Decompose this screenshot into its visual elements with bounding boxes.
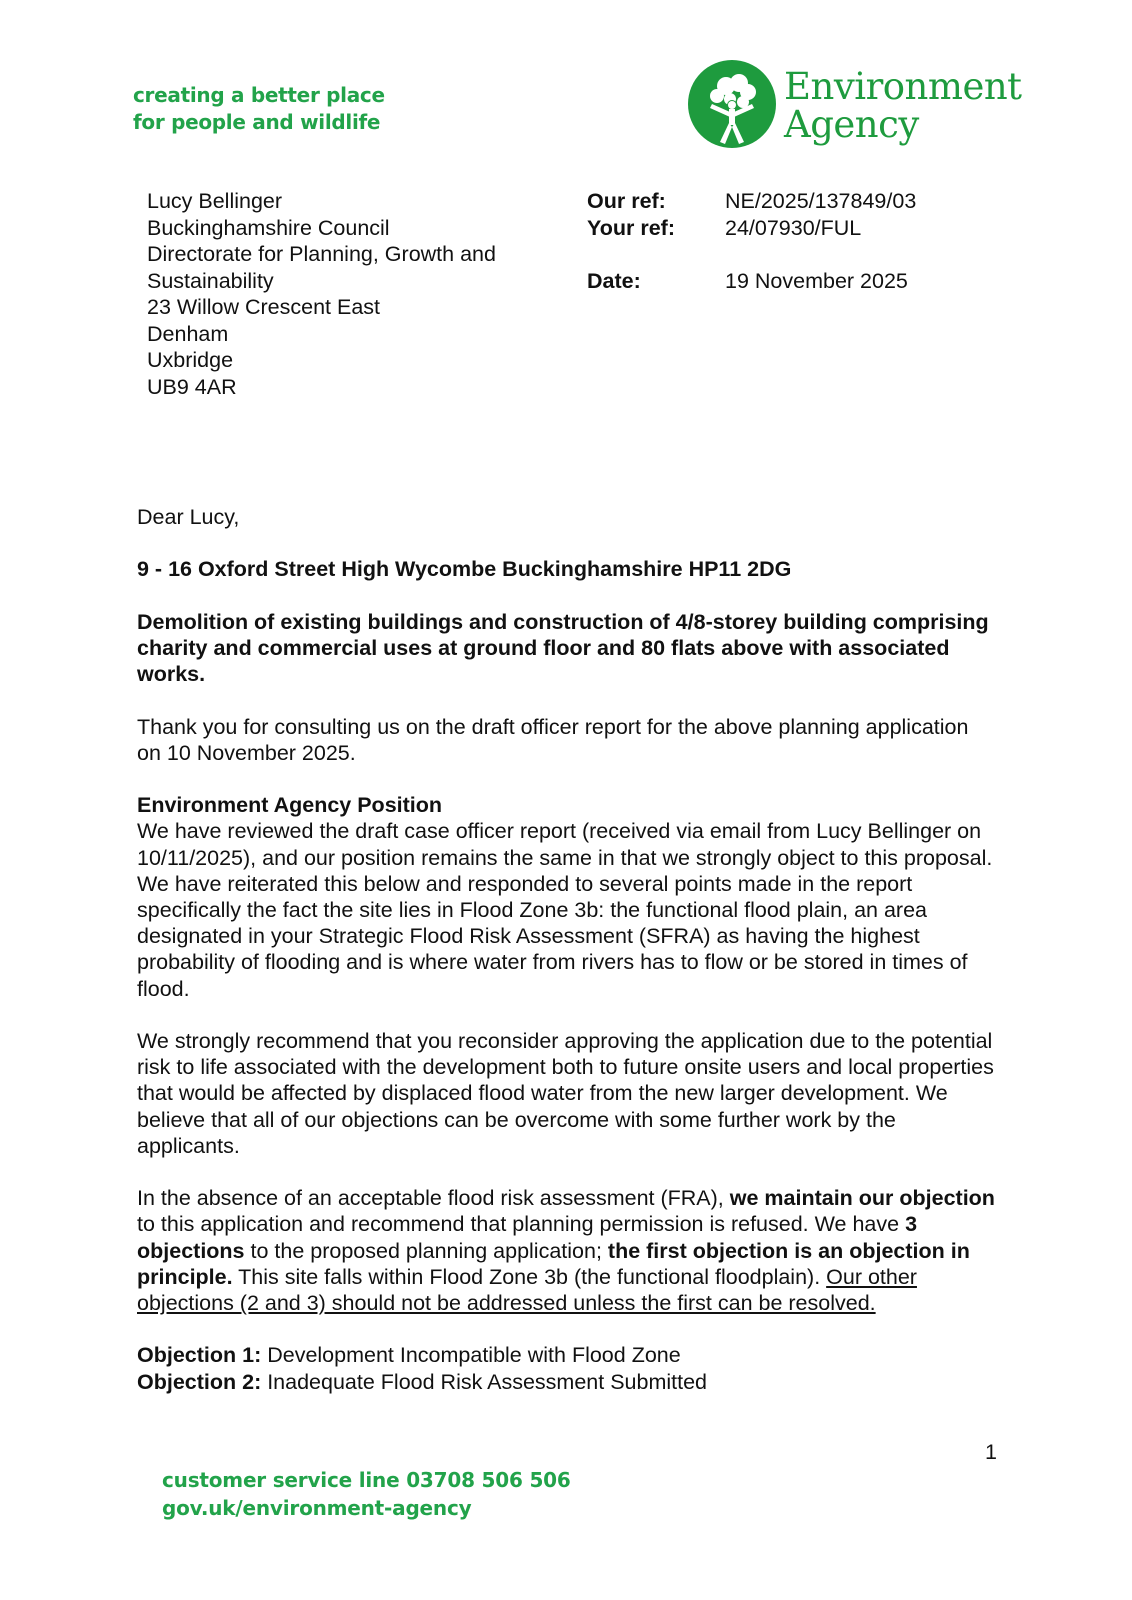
thanks-paragraph: Thank you for consulting us on the draft officer report for the above planning application on 10 November 2025. (137, 714, 969, 765)
maintain-objection-text: we maintain our objection (729, 1186, 995, 1211)
recipient-locality: Denham (147, 321, 229, 346)
page-number: 1 (985, 1440, 997, 1464)
absence-text-7: This site falls within Flood Zone 3b (the functional floodplain). (232, 1264, 827, 1289)
recipient-org: Buckinghamshire Council (147, 215, 390, 240)
environment-agency-logo (686, 58, 1026, 158)
our-ref-row (587, 188, 916, 215)
recipient-dept-line-2: Sustainability (147, 268, 274, 293)
footer-phone: customer service line 03708 506 506 (162, 1468, 571, 1492)
date-label: Date: (587, 268, 641, 293)
proposal-description: Demolition of existing buildings and construction of 4/8-storey building comprising charity and commercial uses at ground floor and 80 flats above with associated works. (137, 609, 989, 687)
objection-label: Objection 1: (137, 1343, 262, 1368)
footer-web: gov.uk/environment-agency (162, 1496, 472, 1520)
tagline-line-1: creating a better place (133, 83, 385, 107)
letter-body (137, 504, 997, 1395)
site-heading: 9 - 16 Oxford Street High Wycombe Buckinghamshire HP11 2DG (137, 557, 792, 582)
recipient-postcode: UB9 4AR (147, 374, 237, 399)
objection-item (137, 1369, 997, 1395)
objection-text: Development Incompatible with Flood Zone (261, 1343, 681, 1368)
logo-word-environment: Environment (784, 65, 1022, 108)
absence-text-1: In the absence of an acceptable flood risk assessment (FRA), (137, 1186, 730, 1211)
absence-text-5: to the proposed planning application; (244, 1238, 608, 1263)
footer-contact (162, 1466, 571, 1522)
salutation: Dear Lucy, (137, 505, 240, 529)
objection-label: Objection 2: (137, 1369, 262, 1394)
tagline-line-2: for people and wildlife (133, 110, 381, 134)
position-section (137, 792, 997, 1002)
objection-count-text: 3 objections (137, 1212, 918, 1263)
reference-block (587, 188, 916, 294)
date-row (587, 268, 916, 295)
recommend-paragraph: We strongly recommend that you reconsider approving the application due to the potential risk to life associated with the development both to future onsite users and local properties that would be affected by displaced flood water from the new larger development. We believe that all of our objections can be overcome with some further work by the applicants. (137, 1028, 994, 1158)
recipient-dept-line-1: Directorate for Planning, Growth and (147, 242, 496, 266)
recipient-town: Uxbridge (147, 348, 234, 372)
your-ref-row (587, 215, 916, 242)
absence-paragraph (137, 1185, 997, 1316)
objection-list (137, 1342, 997, 1394)
objection-in-principle-text: the first objection is an objection in principle. (137, 1238, 970, 1289)
objection-text: Inadequate Flood Risk Assessment Submitted (261, 1369, 708, 1394)
position-text: We have reviewed the draft case officer report (received via email from Lucy Bellinger on 10/11/2025), and our position remains the same in that we strongly object to this proposal. We have reiterated this below and responded to several points made in the report specifically the fact the site lies in Flood Zone 3b: the functional flood plain, an area designated in your Strategic Flood Risk Assessment (SFRA) as having the highest probability of flooding and is where water from rivers has to flow or be stored in times of flood. (137, 819, 993, 1001)
logo-wordmark (784, 65, 1022, 146)
your-ref-label: Your ref: (587, 215, 675, 240)
absence-text-3: to this application and recommend that planning permission is refused. We have (137, 1212, 906, 1237)
tagline (133, 82, 385, 136)
recipient-address (147, 188, 496, 400)
recipient-street: 23 Willow Crescent East (147, 295, 380, 319)
position-heading: Environment Agency Position (137, 793, 443, 818)
logo-word-agency: Agency (784, 103, 919, 146)
date-value: 19 November 2025 (725, 268, 908, 293)
our-ref-value: NE/2025/137849/03 (725, 189, 917, 213)
your-ref-value: 24/07930/FUL (725, 215, 862, 240)
other-objections-note: Our other objections (2 and 3) should not be addressed unless the first can be resolved. (137, 1264, 917, 1315)
recipient-name: Lucy Bellinger (147, 189, 283, 213)
tree-person-icon (686, 58, 778, 150)
objection-item (137, 1342, 997, 1368)
our-ref-label: Our ref: (587, 189, 666, 213)
